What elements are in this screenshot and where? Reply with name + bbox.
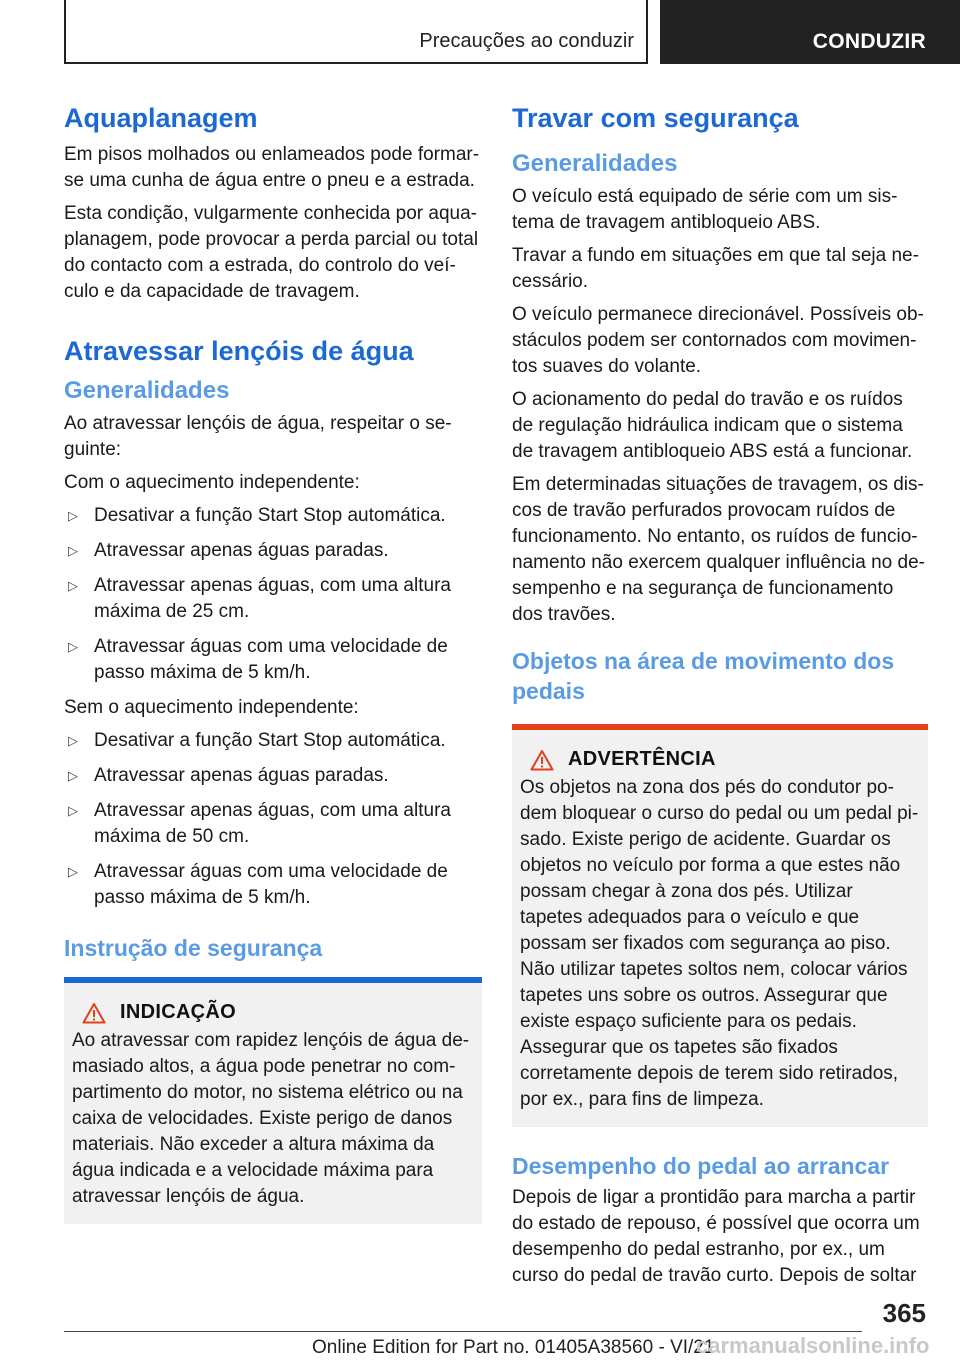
warning-box (512, 724, 928, 1127)
paragraph: O veículo está equipado de série com um sistema de travagem antibloqueio ABS. (512, 186, 898, 233)
heading-objetos-pedais: Objetos na área de movimento dos pedais (512, 648, 895, 704)
heading-aquaplanagem: Aquaplanagem (64, 103, 258, 133)
notice-text: Ao atravessar com rapidez lençóis de água demasiado altos, a água pode penetrar no compartimento do motor, no sistema elétrico ou na caixa de velocidades. Existe perigo de danos materiais. Não exceder a altura máxima da água indicada e a velocidade máxima para atravessar lençóis de água. (72, 1030, 470, 1207)
list-item: ▷ Atravessar águas com uma velocidade de passo máxima de 5 km/h. (68, 861, 448, 908)
list-item: ▷ Atravessar águas com uma velocidade de passo máxima de 5 km/h. (68, 636, 448, 683)
page-header (0, 0, 960, 66)
notice-title: INDICAÇÃO (120, 1001, 237, 1023)
right-column (512, 100, 928, 1296)
watermark: carmanualsonline.info (696, 1333, 930, 1358)
list-item: ▷ Desativar a função Start Stop automática. (64, 728, 482, 754)
triangle-bullet-icon: ▷ (68, 768, 78, 783)
paragraph: Em pisos molhados ou enlameados pode formar-se uma cunha de água entre o pneu e a estrada. (64, 144, 480, 191)
warning-triangle-icon (82, 1002, 106, 1024)
footer-edition: Online Edition for Part no. 01405A38560 - VI/21 (312, 1337, 715, 1358)
triangle-bullet-icon: ▷ (68, 733, 78, 748)
list-item: ▷ Atravessar apenas águas, com uma altura máxima de 50 cm. (68, 800, 451, 847)
heading-instrucao-seguranca: Instrução de segurança (64, 935, 323, 961)
header-chapter-box (660, 0, 960, 64)
footer-divider (64, 1331, 862, 1332)
paragraph: Em determinadas situações de travagem, os discos de travão perfurados provocam ruídos de funcionamento. No entanto, os ruídos de funcionamento não exercem qualquer influência no desempenho e na segurança de funcionamento dos travões. (512, 474, 925, 625)
triangle-bullet-icon: ▷ (68, 864, 78, 879)
list-item: ▷ Desativar a função Start Stop automática. (64, 503, 482, 529)
paragraph: Depois de ligar a prontidão para marcha a partir do estado de repouso, é possível que ocorra um desempenho do pedal estranho, por ex., um curso do pedal de travão curto. Depois de soltar (512, 1187, 920, 1286)
paragraph: Esta condição, vulgarmente conhecida por aquaplanagem, pode provocar a perda parcial ou total do contacto com a estrada, do controlo do veículo e da capacidade de travagem. (64, 203, 479, 302)
list-label: Sem o aquecimento independente: (64, 697, 359, 718)
bullet-list-with-heater (64, 503, 482, 686)
triangle-bullet-icon: ▷ (68, 578, 78, 593)
triangle-bullet-icon: ▷ (68, 508, 78, 523)
page-number: 365 (882, 1298, 926, 1328)
chapter-title: CONDUZIR (812, 30, 926, 53)
warning-text: Os objetos na zona dos pés do condutor podem bloquear o curso do pedal ou um pedal pisado. Existe perigo de acidente. Guardar os objetos no veículo por forma a que estes não possam chegar à zona dos pés. Utilizar tapetes adequados para o veículo e que possam ser fixados com segurança ao piso. Não utilizar tapetes soltos nem, colocar vários tapetes uns sobre os outros. Assegurar que existe espaço suficiente para os pedais. Assegurar que os tapetes são fixados corretamente depois de terem sido retirados, por ex., para fins de limpeza. (520, 777, 919, 1110)
list-item: ▷ Atravessar apenas águas paradas. (64, 538, 482, 564)
triangle-bullet-icon: ▷ (68, 639, 78, 654)
paragraph: Travar a fundo em situações em que tal seja necessário. (512, 245, 919, 292)
warning-title: ADVERTÊNCIA (568, 748, 716, 770)
triangle-bullet-icon: ▷ (68, 543, 78, 558)
paragraph: O veículo permanece direcionável. Possíveis obstáculos podem ser contornados com movimentos suaves do volante. (512, 304, 924, 377)
subheading-generalidades: Generalidades (512, 150, 678, 177)
list-item: ▷ Atravessar apenas águas paradas. (64, 763, 482, 789)
bullet-list-without-heater (64, 728, 482, 911)
paragraph: Ao atravessar lençóis de água, respeitar o seguinte: (64, 413, 452, 460)
triangle-bullet-icon: ▷ (68, 803, 78, 818)
paragraph: O acionamento do pedal do travão e os ruídos de regulação hidráulica indicam que o sistema de travagem antibloqueio ABS está a funcionar. (512, 389, 913, 462)
list-item: ▷ Atravessar apenas águas, com uma altura máxima de 25 cm. (68, 575, 451, 622)
heading-atravessar: Atravessar lençóis de água (64, 336, 414, 366)
heading-travar: Travar com segurança (512, 103, 799, 133)
list-label: Com o aquecimento independente: (64, 472, 360, 493)
notice-header (72, 1001, 474, 1024)
header-section-box (64, 0, 648, 64)
notice-box (64, 977, 482, 1224)
subheading-generalidades: Generalidades (64, 377, 230, 404)
warning-header (520, 748, 920, 771)
warning-triangle-icon (530, 749, 554, 771)
heading-desempenho-pedal: Desempenho do pedal ao arrancar (512, 1153, 890, 1179)
section-title: Precauções ao conduzir (419, 30, 634, 52)
left-column (64, 100, 482, 1224)
